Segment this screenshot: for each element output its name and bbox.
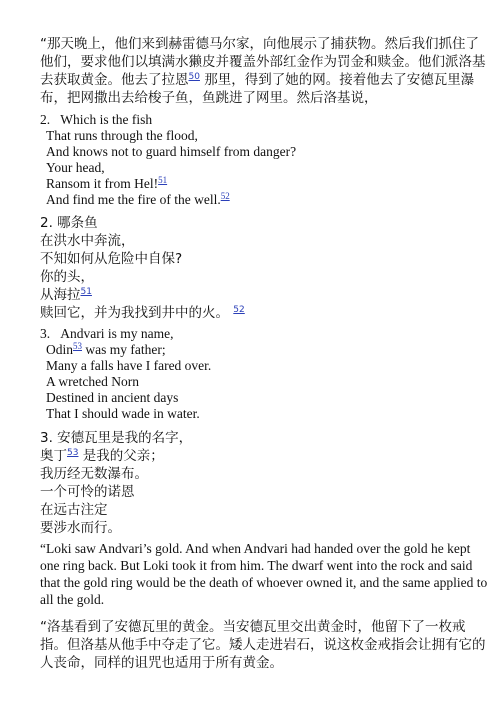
verse-line: 3. Andvari is my name, [40, 326, 174, 341]
verse-line: A wretched Norn [46, 374, 139, 389]
verse-3-zh [40, 429, 464, 537]
verse-line: 2. Which is the fish [40, 112, 153, 127]
intro-paragraph-zh [40, 35, 486, 107]
prose-paragraph-zh [40, 618, 486, 672]
footnote-link-51[interactable]: 51 [158, 175, 168, 185]
verse-3-en [40, 326, 464, 422]
verse-2-zh [40, 214, 464, 322]
text-line: 布，把网撒出去给梭子鱼，鱼跳进了网里。然后洛基说， [40, 90, 378, 106]
verse-line: 奥丁$^{53}$ 是我的父亲； [40, 448, 164, 464]
text-line: 人丧命，同样的诅咒也适用于所有黄金。 [40, 655, 283, 671]
verse-line: That I should wade in water. [46, 406, 200, 421]
text-line: one ring back. But Loki took it from him. The dwarf went into the rock and said [40, 558, 473, 573]
footnote-link-51[interactable]: 51 [80, 287, 92, 297]
verse-line: 在洪水中奔流， [40, 233, 135, 249]
verse-line: Odin$^{53}$ was my father; [46, 341, 166, 357]
verse-line: 要涉水而行。 [40, 520, 121, 536]
verse-line: 不知如何从危险中自保? [40, 251, 183, 267]
verse-line: And find me the fire of the well.$^{52}$ [46, 191, 230, 207]
verse-line: And knows not to guard himself from danger? [46, 144, 297, 159]
text-line: 指。但洛基从他手中夺走了它。矮人走进岩石，说这枚金戒指会让拥有它的 [40, 637, 486, 653]
footnote-link-52[interactable]: 52 [220, 191, 230, 201]
text-line: “洛基看到了安德瓦里的黄金。当安德瓦里交出黄金时，他留下了一枚戒 [40, 619, 466, 635]
text-line: all the gold. [40, 592, 105, 607]
text-line: that the gold ring would be the death of whoever owned it, and the same applied to [40, 575, 488, 590]
footnote-link-53[interactable]: 53 [73, 341, 82, 351]
footnote-link-53[interactable]: 53 [67, 448, 79, 458]
text-line: 他们，要求他们以填满水獭皮并覆盖外部红金作为罚金和赎金。他们派洛基 [40, 54, 486, 70]
verse-line: 我历经无数瀑布。 [40, 466, 148, 482]
verse-line: 你的头， [40, 269, 94, 285]
verse-line: 一个可怜的诺恩 [40, 484, 135, 500]
text-line: “那天晚上，他们来到赫雷德马尔家，向他展示了捕获物。然后我们抓住了 [40, 36, 479, 52]
verse-line: 从海拉$^{51}$ [40, 287, 92, 303]
text-line: “Loki saw Andvari’s gold. And when Andvari had handed over the gold he kept [40, 541, 471, 556]
prose-paragraph-en [40, 540, 488, 608]
verse-line: Many a falls have I fared over. [46, 358, 212, 373]
footnote-link-50[interactable]: 50 [188, 72, 200, 82]
verse-line: Destined in ancient days [46, 390, 179, 405]
verse-line: 3. 安德瓦里是我的名字， [40, 430, 193, 446]
verse-line: 赎回它，并为我找到井中的火。 $^{52}$ [40, 305, 245, 321]
footnote-link-52[interactable]: 52 [233, 305, 245, 315]
verse-line: Ransom it from Hel!$^{51}$ [46, 175, 168, 191]
verse-line: Your head, [46, 160, 105, 175]
verse-2-en [40, 112, 464, 208]
text-line: 去获取黄金。他去了拉恩$^{50}$ 那里，得到了她的网。接着他去了安德瓦里瀑 [40, 72, 475, 88]
verse-line: 2. 哪条鱼 [40, 215, 98, 231]
verse-line: That runs through the flood, [46, 128, 198, 143]
verse-line: 在远古注定 [40, 502, 108, 518]
